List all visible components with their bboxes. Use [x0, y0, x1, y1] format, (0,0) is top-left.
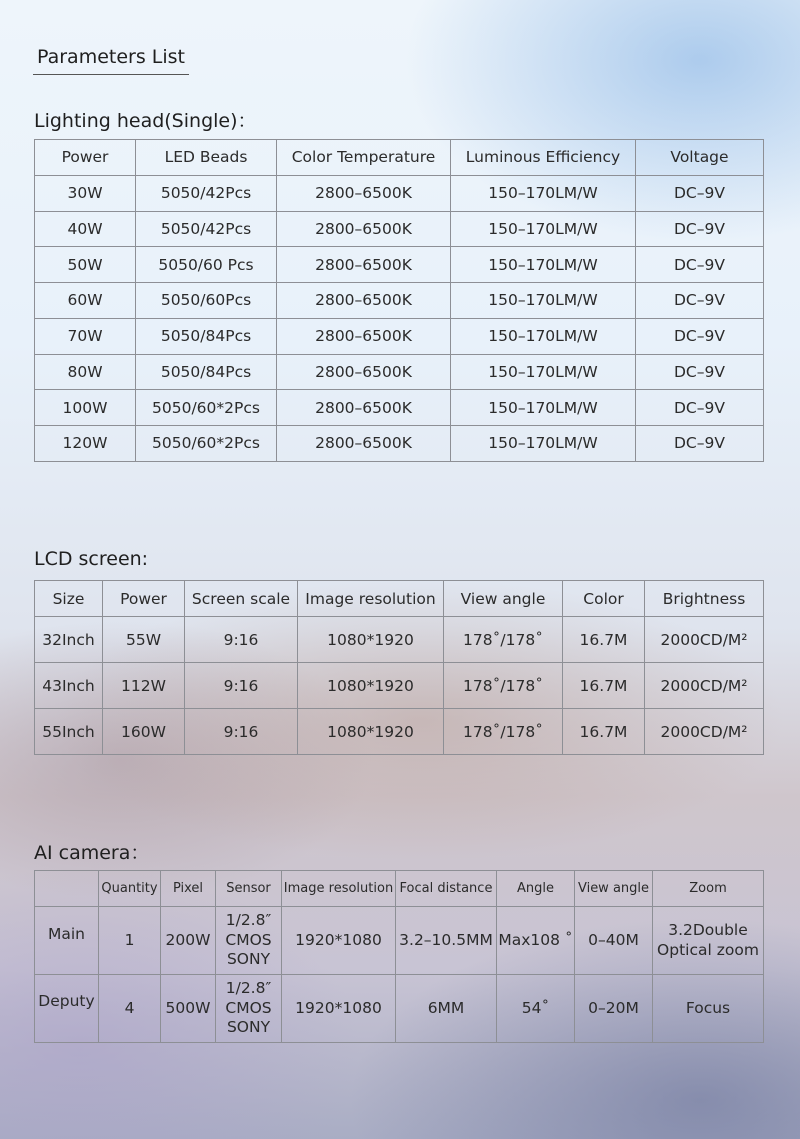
lighting-table	[34, 139, 764, 462]
table-row	[35, 247, 764, 283]
table-cell: 1920*1080	[282, 975, 396, 1043]
header-cell: Image resolution	[298, 581, 444, 617]
table-header-row	[35, 871, 764, 907]
table-cell: 150–170LM/W	[451, 175, 636, 211]
table-cell: 2800–6500K	[277, 211, 451, 247]
header-cell: Focal distance	[396, 871, 497, 907]
table-cell: 2000CD/M²	[645, 617, 764, 663]
header-cell: Pixel	[161, 871, 216, 907]
header-cell: Screen scale	[185, 581, 298, 617]
table-row	[35, 709, 764, 755]
table-cell: 55W	[103, 617, 185, 663]
header-cell: Sensor	[216, 871, 282, 907]
header-cell: Size	[35, 581, 103, 617]
sensor-line: 1/2.8″	[225, 911, 272, 930]
zoom-line: Optical zoom	[657, 940, 759, 959]
table-cell: 0–20M	[575, 975, 653, 1043]
header-cell: Luminous Efficiency	[451, 140, 636, 176]
table-cell: Deputy	[35, 975, 99, 1043]
sensor-line: SONY	[226, 1018, 271, 1037]
table-cell: 150–170LM/W	[451, 426, 636, 462]
camera-table	[34, 870, 764, 1043]
table-cell: 54˚	[497, 975, 575, 1043]
table-cell: 40W	[35, 211, 136, 247]
table-row	[35, 211, 764, 247]
lcd-section-title: LCD screen:	[34, 548, 149, 570]
table-cell: Max108 ˚	[497, 907, 575, 975]
table-header-row	[35, 581, 764, 617]
table-cell: 178˚/178˚	[444, 663, 563, 709]
table-cell: 5050/84Pcs	[136, 318, 277, 354]
table-row	[35, 175, 764, 211]
table-row	[35, 283, 764, 319]
page-title-block	[33, 46, 189, 75]
table-row	[35, 907, 764, 975]
table-cell: 60W	[35, 283, 136, 319]
table-cell: 1080*1920	[298, 709, 444, 755]
table-cell: 2000CD/M²	[645, 663, 764, 709]
table-cell: DC–9V	[636, 211, 764, 247]
table-cell: 1080*1920	[298, 617, 444, 663]
table-cell: 178˚/178˚	[444, 709, 563, 755]
table-cell: 200W	[161, 907, 216, 975]
table-cell: 5050/60*2Pcs	[136, 390, 277, 426]
table-cell: DC–9V	[636, 175, 764, 211]
table-cell: DC–9V	[636, 354, 764, 390]
header-cell: Angle	[497, 871, 575, 907]
table-row	[35, 390, 764, 426]
sensor-line: CMOS	[225, 998, 272, 1017]
table-cell: 150–170LM/W	[451, 283, 636, 319]
table-cell: 0–40M	[575, 907, 653, 975]
header-cell: Quantity	[99, 871, 161, 907]
header-cell: Color Temperature	[277, 140, 451, 176]
table-cell: 2800–6500K	[277, 426, 451, 462]
table-cell: 5050/42Pcs	[136, 175, 277, 211]
table-cell: 112W	[103, 663, 185, 709]
table-row	[35, 617, 764, 663]
header-cell: Power	[103, 581, 185, 617]
table-cell: 32Inch	[35, 617, 103, 663]
table-cell: 43Inch	[35, 663, 103, 709]
table-row	[35, 354, 764, 390]
table-cell: 1	[99, 907, 161, 975]
zoom-line: Focus	[685, 998, 731, 1017]
header-cell: Color	[563, 581, 645, 617]
sensor-cell	[216, 975, 282, 1043]
table-cell: 9:16	[185, 709, 298, 755]
table-row	[35, 318, 764, 354]
lcd-table	[34, 580, 764, 755]
table-cell: 2000CD/M²	[645, 709, 764, 755]
camera-section-title: AI camera：	[34, 842, 150, 864]
table-cell: 80W	[35, 354, 136, 390]
table-cell: DC–9V	[636, 247, 764, 283]
table-cell: 2800–6500K	[277, 354, 451, 390]
table-cell: Main	[35, 907, 99, 975]
header-cell: View angle	[444, 581, 563, 617]
sensor-cell	[216, 907, 282, 975]
table-header-row	[35, 140, 764, 176]
table-cell: 120W	[35, 426, 136, 462]
table-cell: 2800–6500K	[277, 390, 451, 426]
table-cell: 50W	[35, 247, 136, 283]
lighting-section-title: Lighting head(Single)：	[34, 110, 257, 132]
table-cell: 5050/60 Pcs	[136, 247, 277, 283]
table-cell: 150–170LM/W	[451, 390, 636, 426]
header-cell: Image resolution	[282, 871, 396, 907]
table-cell: 150–170LM/W	[451, 318, 636, 354]
table-cell: 500W	[161, 975, 216, 1043]
table-cell: 4	[99, 975, 161, 1043]
header-cell: LED Beads	[136, 140, 277, 176]
table-cell: DC–9V	[636, 426, 764, 462]
table-cell: 1080*1920	[298, 663, 444, 709]
table-cell: 2800–6500K	[277, 318, 451, 354]
table-cell: 178˚/178˚	[444, 617, 563, 663]
table-cell: 2800–6500K	[277, 247, 451, 283]
table-cell: 1920*1080	[282, 907, 396, 975]
table-cell: 5050/84Pcs	[136, 354, 277, 390]
page-title: Parameters List	[37, 46, 186, 68]
table-cell: 5050/42Pcs	[136, 211, 277, 247]
header-cell	[35, 871, 99, 907]
sensor-line: 1/2.8″	[225, 979, 272, 998]
table-cell: 150–170LM/W	[451, 247, 636, 283]
table-row	[35, 426, 764, 462]
header-cell: Brightness	[645, 581, 764, 617]
table-cell: 5050/60Pcs	[136, 283, 277, 319]
table-cell: 6MM	[396, 975, 497, 1043]
table-cell: 9:16	[185, 617, 298, 663]
header-cell: Voltage	[636, 140, 764, 176]
header-cell: Zoom	[653, 871, 764, 907]
table-cell: 70W	[35, 318, 136, 354]
table-cell: 16.7M	[563, 709, 645, 755]
zoom-cell	[653, 975, 764, 1043]
header-cell: View angle	[575, 871, 653, 907]
table-cell: 100W	[35, 390, 136, 426]
table-cell: 30W	[35, 175, 136, 211]
table-cell: 160W	[103, 709, 185, 755]
header-cell: Power	[35, 140, 136, 176]
table-cell: DC–9V	[636, 318, 764, 354]
table-cell: 9:16	[185, 663, 298, 709]
table-cell: 2800–6500K	[277, 283, 451, 319]
table-cell: DC–9V	[636, 283, 764, 319]
table-cell: 3.2–10.5MM	[396, 907, 497, 975]
title-underline	[33, 74, 189, 75]
table-cell: 16.7M	[563, 617, 645, 663]
table-cell: 2800–6500K	[277, 175, 451, 211]
table-cell: 16.7M	[563, 663, 645, 709]
zoom-cell	[653, 907, 764, 975]
table-cell: 5050/60*2Pcs	[136, 426, 277, 462]
table-row	[35, 663, 764, 709]
table-cell: 150–170LM/W	[451, 211, 636, 247]
table-cell: DC–9V	[636, 390, 764, 426]
sensor-line: CMOS	[225, 930, 272, 949]
table-row	[35, 975, 764, 1043]
sensor-line: SONY	[226, 950, 271, 969]
table-cell: 150–170LM/W	[451, 354, 636, 390]
table-cell: 55Inch	[35, 709, 103, 755]
zoom-line: 3.2Double	[668, 921, 748, 940]
